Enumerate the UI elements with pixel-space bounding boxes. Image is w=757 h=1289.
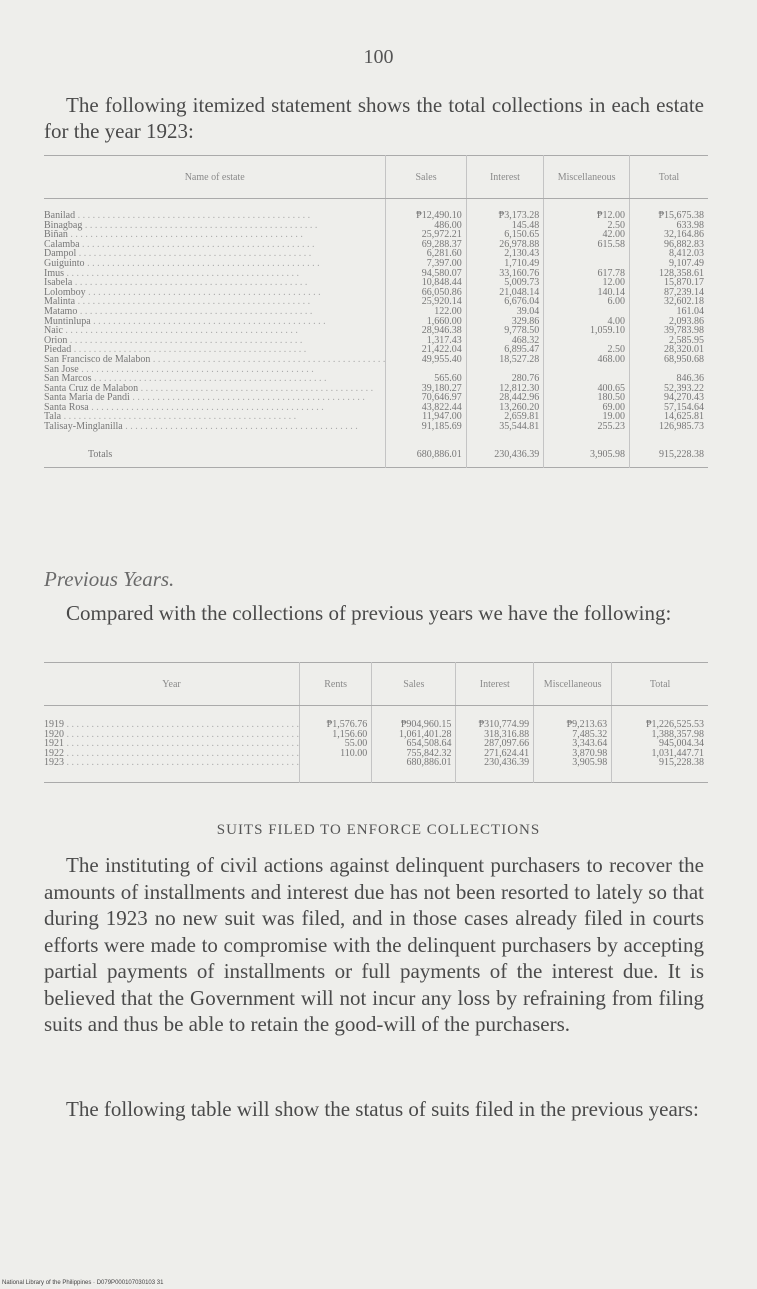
value-cell: 35,544.81 <box>466 422 543 444</box>
col-header-interest: Interest <box>466 156 543 199</box>
totals-sales: 680,886.01 <box>386 444 466 468</box>
estate-name-cell: Lolomboy . . . <box>44 288 386 298</box>
col-header-total: Total <box>629 156 708 199</box>
table-header-row <box>44 663 708 706</box>
estate-name-cell: Tala . . . <box>44 412 386 422</box>
intro-paragraph: The following itemized statement shows the total collections in each estate for the year 1923: <box>44 93 704 143</box>
estate-name-cell: Isabela . . . <box>44 278 386 288</box>
table-row <box>44 706 708 730</box>
value-cell: 2,585.95 <box>629 336 708 346</box>
table-body <box>44 199 708 444</box>
col-header-total: Total <box>612 663 708 706</box>
value-cell: 69,288.37 <box>386 240 466 250</box>
value-cell: 468.32 <box>466 336 543 346</box>
totals-misc: 3,905.98 <box>544 444 630 468</box>
value-cell: ₱310,774.99 <box>456 706 534 730</box>
value-cell: 128,358.61 <box>629 269 708 279</box>
page-number: 100 <box>363 46 394 68</box>
suits-heading: SUITS FILED TO ENFORCE COLLECTIONS <box>216 822 541 838</box>
value-cell: 18,527.28 <box>466 355 543 365</box>
estate-name-cell: San Francisco de Malabon . . . <box>44 355 386 365</box>
value-cell: 28,320.01 <box>629 345 708 355</box>
value-cell: 26,978.88 <box>466 240 543 250</box>
following-paragraph: The following table will show the status of suits filed in the previous years: <box>66 1097 699 1121</box>
value-cell: 55.00 <box>300 739 372 749</box>
value-cell: 19.00 <box>544 412 630 422</box>
value-cell: 21,048.14 <box>466 288 543 298</box>
value-cell: 11,947.00 <box>386 412 466 422</box>
value-cell: 43,822.44 <box>386 403 466 413</box>
value-cell: 329.86 <box>466 317 543 327</box>
table-body <box>44 706 708 783</box>
col-header-interest: Interest <box>456 663 534 706</box>
value-cell: 33,160.76 <box>466 269 543 279</box>
value-cell: 287,097.66 <box>456 739 534 749</box>
table-header-row <box>44 156 708 199</box>
value-cell: 280.76 <box>466 374 543 384</box>
value-cell: 1,059.10 <box>544 326 630 336</box>
value-cell: 6,895.47 <box>466 345 543 355</box>
value-cell: 32,602.18 <box>629 297 708 307</box>
value-cell: 49,955.40 <box>386 355 466 365</box>
value-cell: 2.50 <box>544 221 630 231</box>
value-cell: 2,130.43 <box>466 249 543 259</box>
col-header-rents: Rents <box>300 663 372 706</box>
previous-years-table <box>44 662 708 783</box>
estate-name-cell: Muntinlupa . . . <box>44 317 386 327</box>
value-cell: 140.14 <box>544 288 630 298</box>
value-cell: 2,659.81 <box>466 412 543 422</box>
estate-name-cell: Imus . . . <box>44 269 386 279</box>
value-cell: 28,442.96 <box>466 393 543 403</box>
estate-name-cell: Biñan . . . <box>44 230 386 240</box>
estate-name-cell: Banilad . . . <box>44 199 386 221</box>
totals-row <box>44 444 708 468</box>
col-header-sales: Sales <box>386 156 466 199</box>
value-cell: 615.58 <box>544 240 630 250</box>
value-cell: 1,156.60 <box>300 730 372 740</box>
value-cell: 42.00 <box>544 230 630 240</box>
value-cell: 1,710.49 <box>466 259 543 269</box>
estate-name-cell: Talisay-Minglanilla . . . <box>44 422 386 444</box>
value-cell: 28,946.38 <box>386 326 466 336</box>
totals-total: 915,228.38 <box>629 444 708 468</box>
value-cell: 10,848.44 <box>386 278 466 288</box>
suits-paragraph: The instituting of civil actions against delinquent purchasers to recover the amounts of installments and interest due has not been resorted to lately so that during 1923 no new suit was filed, and in those cases already filed in courts efforts were made to compromise with the delinquent purchasers by accepting partial payments of installments or full payments of the interest due. It is believed that the Government will not incur any loss by refraining from filing suits and thus be able to retain the good-will of the purchasers. <box>44 853 704 1036</box>
value-cell: ₱12.00 <box>544 199 630 221</box>
value-cell: 3,343.64 <box>534 739 612 749</box>
value-cell: 617.78 <box>544 269 630 279</box>
value-cell: 654,508.64 <box>372 739 456 749</box>
previous-years-heading: Previous Years. <box>44 567 175 591</box>
value-cell: 7,485.32 <box>534 730 612 740</box>
value-cell: 57,154.64 <box>629 403 708 413</box>
value-cell: 1,660.00 <box>386 317 466 327</box>
value-cell: 52,393.22 <box>629 384 708 394</box>
value-cell <box>544 365 630 375</box>
totals-interest: 230,436.39 <box>466 444 543 468</box>
col-header-estate: Name of estate <box>44 156 386 199</box>
value-cell: ₱12,490.10 <box>386 199 466 221</box>
value-cell: 468.00 <box>544 355 630 365</box>
value-cell: 13,260.20 <box>466 403 543 413</box>
estate-name-cell: Matamo . . . <box>44 307 386 317</box>
value-cell: 69.00 <box>544 403 630 413</box>
value-cell: 6,676.04 <box>466 297 543 307</box>
value-cell: 1,061,401.28 <box>372 730 456 740</box>
value-cell: 318,316.88 <box>456 730 534 740</box>
estate-name-cell: Guiguinto . . . <box>44 259 386 269</box>
value-cell: 3,905.98 <box>534 758 612 782</box>
value-cell: 161.04 <box>629 307 708 317</box>
value-cell: 565.60 <box>386 374 466 384</box>
value-cell: 145.48 <box>466 221 543 231</box>
estate-name-cell: Santa Cruz de Malabon . . . <box>44 384 386 394</box>
value-cell: 6,150.65 <box>466 230 543 240</box>
value-cell: 9,778.50 <box>466 326 543 336</box>
value-cell: 755,842.32 <box>372 749 456 759</box>
value-cell: ₱1,226,525.53 <box>612 706 708 730</box>
estate-name-cell: Dampol . . . <box>44 249 386 259</box>
estate-name-cell: Binagbag . . . <box>44 221 386 231</box>
value-cell: 255.23 <box>544 422 630 444</box>
value-cell: 2,093.86 <box>629 317 708 327</box>
estate-name-cell: Santa Maria de Pandi . . . <box>44 393 386 403</box>
table-row <box>44 422 708 444</box>
value-cell: 400.65 <box>544 384 630 394</box>
value-cell: 39,783.98 <box>629 326 708 336</box>
table-row <box>44 199 708 221</box>
value-cell: 7,397.00 <box>386 259 466 269</box>
value-cell: 21,422.04 <box>386 345 466 355</box>
estate-name-cell: Calamba . . . <box>44 240 386 250</box>
value-cell: ₱1,576.76 <box>300 706 372 730</box>
totals-label: Totals <box>88 448 113 460</box>
value-cell: 14,625.81 <box>629 412 708 422</box>
value-cell: 15,870.17 <box>629 278 708 288</box>
estate-name-cell: Malinta . . . <box>44 297 386 307</box>
value-cell <box>300 758 372 782</box>
table-row <box>44 758 708 782</box>
value-cell: 945,004.34 <box>612 739 708 749</box>
value-cell: 9,107.49 <box>629 259 708 269</box>
value-cell: 915,228.38 <box>612 758 708 782</box>
value-cell: 1,317.43 <box>386 336 466 346</box>
value-cell: 87,239.14 <box>629 288 708 298</box>
year-cell: 1921 . . . <box>44 739 300 749</box>
estate-name-cell: San Jose . . . <box>44 365 386 375</box>
library-footer: National Library of the Philippines · D079P000107030103 31 <box>2 1280 164 1286</box>
value-cell: ₱15,675.38 <box>629 199 708 221</box>
value-cell: 5,009.73 <box>466 278 543 288</box>
value-cell: 94,580.07 <box>386 269 466 279</box>
value-cell: 680,886.01 <box>372 758 456 782</box>
value-cell: 1,388,357.98 <box>612 730 708 740</box>
value-cell: 6.00 <box>544 297 630 307</box>
value-cell: 91,185.69 <box>386 422 466 444</box>
value-cell: 39,180.27 <box>386 384 466 394</box>
value-cell: 126,985.73 <box>629 422 708 444</box>
year-cell: 1920 . . . <box>44 730 300 740</box>
estate-name-cell: Piedad . . . <box>44 345 386 355</box>
value-cell: 846.36 <box>629 374 708 384</box>
col-header-misc: Miscellaneous <box>544 156 630 199</box>
value-cell: ₱904,960.15 <box>372 706 456 730</box>
value-cell: 12.00 <box>544 278 630 288</box>
value-cell: ₱3,173.28 <box>466 199 543 221</box>
value-cell: 230,436.39 <box>456 758 534 782</box>
col-header-misc: Miscellaneous <box>534 663 612 706</box>
year-cell: 1919 . . . <box>44 706 300 730</box>
value-cell: 1,031,447.71 <box>612 749 708 759</box>
value-cell: 25,920.14 <box>386 297 466 307</box>
col-header-sales: Sales <box>372 663 456 706</box>
compared-paragraph: Compared with the collections of previous years we have the following: <box>66 601 672 625</box>
estate-name-cell: Santa Rosa . . . <box>44 403 386 413</box>
value-cell: 39.04 <box>466 307 543 317</box>
value-cell: 96,882.83 <box>629 240 708 250</box>
value-cell: 8,412.03 <box>629 249 708 259</box>
estate-name-cell: San Marcos . . . <box>44 374 386 384</box>
value-cell: 66,050.86 <box>386 288 466 298</box>
year-cell: 1922 . . . <box>44 749 300 759</box>
estate-name-cell: Orion . . . <box>44 336 386 346</box>
value-cell: 2.50 <box>544 345 630 355</box>
value-cell: 32,164.86 <box>629 230 708 240</box>
value-cell: 122.00 <box>386 307 466 317</box>
col-header-year: Year <box>44 663 300 706</box>
value-cell: 110.00 <box>300 749 372 759</box>
value-cell: 3,870.98 <box>534 749 612 759</box>
value-cell: 70,646.97 <box>386 393 466 403</box>
value-cell: 271,624.41 <box>456 749 534 759</box>
estate-name-cell: Naic . . . <box>44 326 386 336</box>
year-cell: 1923 . . . <box>44 758 300 782</box>
value-cell: 4.00 <box>544 317 630 327</box>
value-cell: 12,812.30 <box>466 384 543 394</box>
value-cell: 633.98 <box>629 221 708 231</box>
value-cell <box>544 249 630 259</box>
estate-collections-table <box>44 155 708 468</box>
value-cell: 25,972.21 <box>386 230 466 240</box>
value-cell: 486.00 <box>386 221 466 231</box>
value-cell: 180.50 <box>544 393 630 403</box>
value-cell: 6,281.60 <box>386 249 466 259</box>
value-cell: ₱9,213.63 <box>534 706 612 730</box>
value-cell: 68,950.68 <box>629 355 708 365</box>
value-cell: 94,270.43 <box>629 393 708 403</box>
